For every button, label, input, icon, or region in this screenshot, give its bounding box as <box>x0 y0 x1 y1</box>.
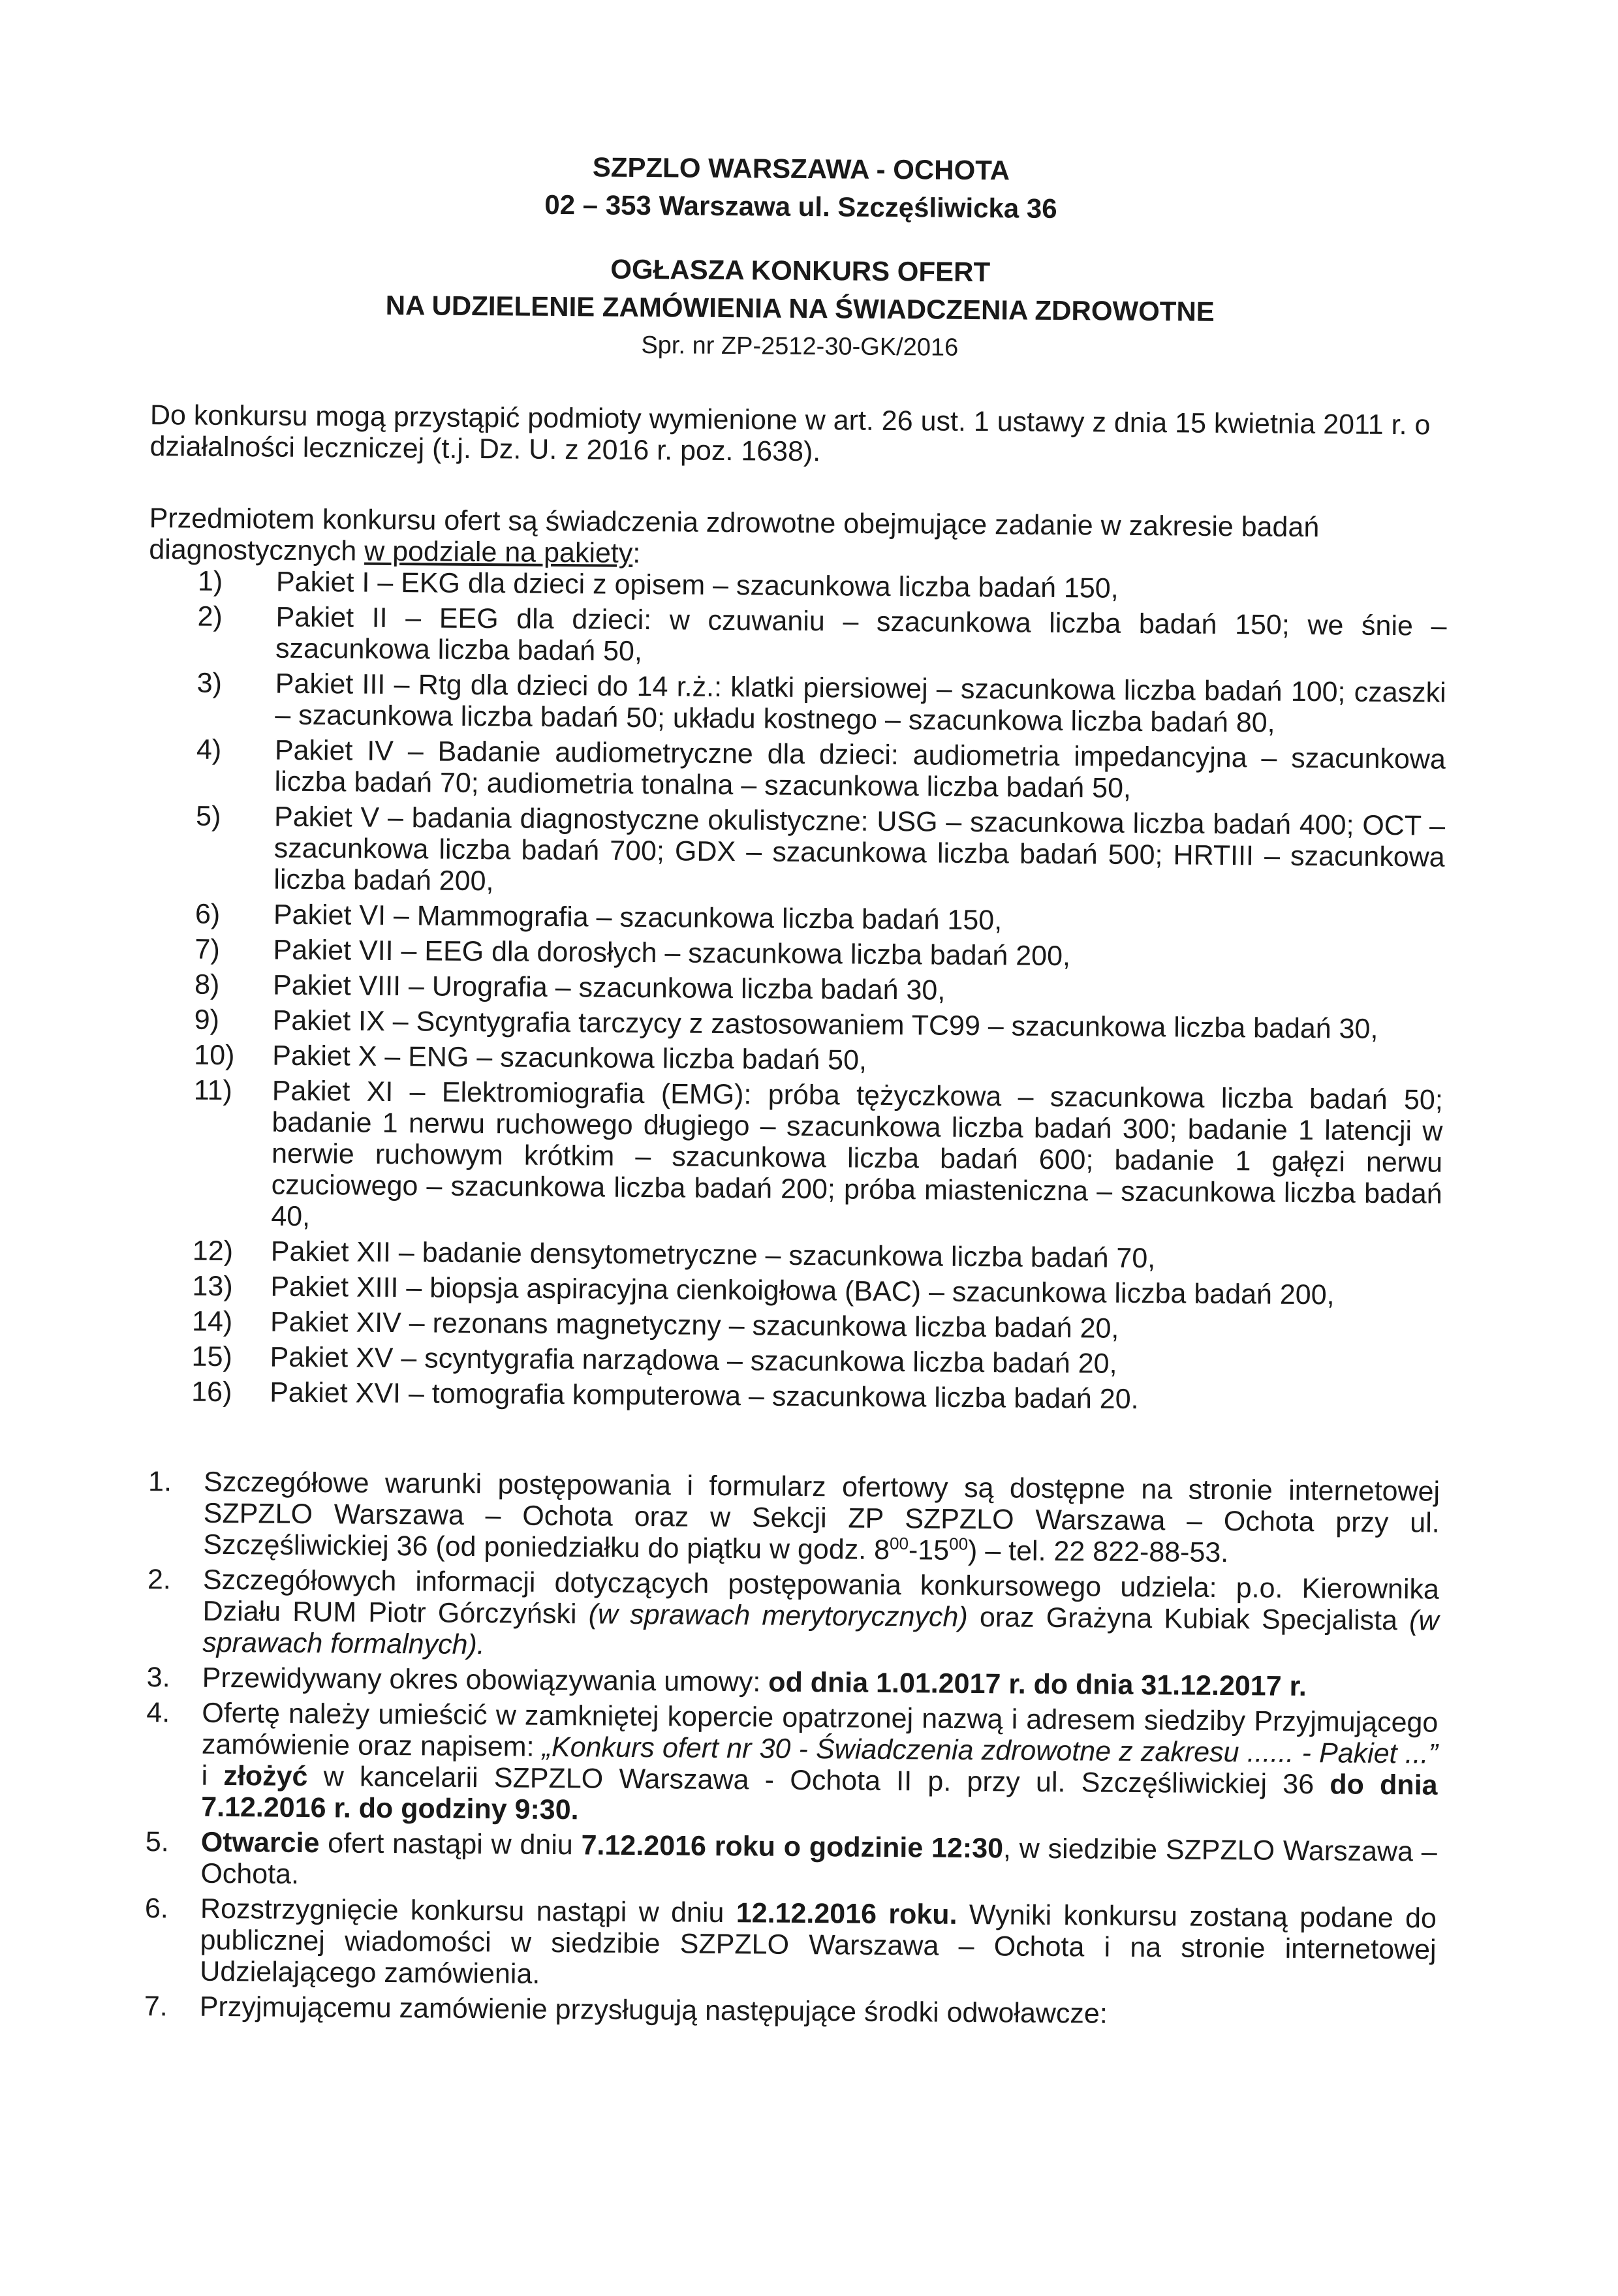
package-number: 15) <box>191 1341 232 1373</box>
org-address: 02 – 353 Warszawa ul. Szczęśliwicka 36 <box>544 189 1057 224</box>
case-reference: Spr. nr ZP-2512-30-GK/2016 <box>641 331 959 362</box>
condition-4-and: i <box>201 1760 224 1792</box>
condition-2-text-2: oraz Grażyna Kubiak Specjalista <box>967 1601 1410 1637</box>
package-item <box>196 668 1446 740</box>
condition-6-text: Rozstrzygnięcie konkursu nastąpi w dniu <box>200 1893 736 1929</box>
condition-3-text: Przewidywany okres obowiązywania umowy: <box>202 1662 769 1698</box>
package-text: Pakiet III – Rtg dla dzieci do 14 r.ż.: klatki piersiowej – szacunkowa liczba badań 100; czaszki – szacunkowa liczba badań 50; układu kostnego – szacunkowa liczba badań 80, <box>275 668 1446 739</box>
condition-item <box>140 1662 1439 1703</box>
condition-2-italic-2: (w sprawach formalnych). <box>202 1605 1439 1661</box>
package-item <box>195 899 1444 940</box>
condition-item <box>138 1991 1436 2032</box>
submission-deadline: do dnia 7.12.2016 r. do godziny 9:30. <box>201 1769 1438 1826</box>
hour-end: -15 <box>908 1534 950 1566</box>
contract-period: od dnia 1.01.2017 r. do dnia 31.12.2017 r. <box>768 1666 1307 1703</box>
condition-2-text: Szczegółowych informacji dotyczących postępowania konkursowego udziela: p.o. Kierownika Działu RUM Piotr Górczyński <box>202 1564 1440 1630</box>
package-text: Pakiet XIII – biopsja aspiracyjna cienkoigłowa (BAC) – szacunkowa liczba badań 200, <box>270 1271 1335 1311</box>
condition-number: 2. <box>147 1564 172 1596</box>
condition-2-italic-1: (w sprawach merytorycznych) <box>588 1598 968 1633</box>
condition-4-bold-submit: złożyć <box>223 1760 308 1793</box>
package-text: Pakiet VII – EEG dla dorosłych – szacunkowa liczba badań 200, <box>273 934 1071 972</box>
intro-paragraph: Do konkursu mogą przystąpić podmioty wymienione w art. 26 ust. 1 ustawy z dnia 15 kwietnia 2011 r. o działalności leczniczej (t.j. Dz. U. z 2016 r. poz. 1638). <box>149 399 1431 468</box>
package-number: 8) <box>194 969 220 1001</box>
package-number: 5) <box>195 800 221 832</box>
org-name: SZPZLO WARSZAWA - OCHOTA <box>592 151 1010 186</box>
package-text: Pakiet IX – Scyntygrafia tarczycy z zastosowaniem TC99 – szacunkowa liczba badań 30, <box>272 1004 1378 1045</box>
package-text: Pakiet XV – scyntygrafia narządowa – szacunkowa liczba badań 20, <box>270 1341 1117 1380</box>
envelope-label: „Konkurs ofert nr 30 - Świadczenia zdrowotne z zakresu ...... - Pakiet ...” <box>542 1731 1439 1770</box>
subject-underlined: w podziale na pakiety <box>364 535 633 569</box>
package-list <box>142 565 1447 1418</box>
package-text: Pakiet VI – Mammografia – szacunkowa liczba badań 150, <box>273 899 1003 937</box>
condition-5-text-2: , w siedzibie SZPZLO Warszawa – Ochota. <box>200 1833 1437 1890</box>
condition-1-text: Szczegółowe warunki postępowania i formularz ofertowy są dostępne na stronie internetowej SZPZLO Warszawa – Ochota oraz w Sekcji ZP SZPZLO Warszawa – Ochota przy ul. Szczęśliwickiej 36 (od poniedziałku do piątku w godz. 8 <box>203 1466 1440 1566</box>
package-number: 7) <box>194 933 220 965</box>
subject-tail: : <box>632 537 641 569</box>
package-number: 13) <box>192 1270 233 1303</box>
condition-6-text-2: Wyniki konkursu zostaną podane do publicznej wiadomości w siedzibie SZPZLO Warszawa – Ochota i na stronie internetowej Udzielającego zamówienia. <box>200 1899 1437 1990</box>
package-text: Pakiet I – EKG dla dzieci z opisem – szacunkowa liczba badań 150, <box>275 566 1119 604</box>
header <box>151 145 1451 371</box>
subject-paragraph <box>149 503 1448 576</box>
package-item <box>196 734 1446 807</box>
package-item <box>195 801 1445 905</box>
package-item <box>192 1271 1441 1312</box>
package-number: 2) <box>197 600 223 632</box>
condition-text <box>200 1893 1437 1997</box>
condition-item <box>138 1893 1437 1997</box>
condition-text <box>200 1827 1437 1899</box>
condition-number: 6. <box>144 1893 169 1925</box>
condition-text <box>203 1466 1440 1570</box>
condition-item <box>138 1826 1437 1899</box>
phone-number: ) – tel. 22 822-88-53. <box>967 1534 1229 1569</box>
package-number: 12) <box>192 1235 234 1267</box>
condition-5-bold-opening: Otwarcie <box>200 1826 320 1859</box>
condition-5-text: ofert nastąpi w dniu <box>319 1827 582 1861</box>
condition-number: 1. <box>148 1466 172 1498</box>
package-number: 14) <box>191 1305 233 1338</box>
condition-number: 4. <box>146 1697 170 1729</box>
condition-item <box>139 1697 1438 1833</box>
package-item <box>194 1040 1443 1081</box>
package-number: 16) <box>191 1376 232 1408</box>
package-number: 6) <box>194 898 221 930</box>
condition-text <box>202 1564 1439 1668</box>
hour-start-minutes: 00 <box>890 1533 909 1553</box>
title-line-2: NA UDZIELENIE ZAMÓWIENIA NA ŚWIADCZENIA ZDROWOTNE <box>385 289 1215 327</box>
package-text: Pakiet XIV – rezonans magnetyczny – szacunkowa liczba badań 20, <box>270 1306 1119 1344</box>
condition-number: 7. <box>144 1991 168 2023</box>
package-item <box>193 1075 1443 1241</box>
hour-end-minutes: 00 <box>949 1534 969 1554</box>
condition-number: 5. <box>145 1826 169 1858</box>
package-number: 4) <box>196 734 222 766</box>
title-line-1: OGŁASZA KONKURS OFERT <box>610 253 991 288</box>
condition-item <box>141 1466 1440 1570</box>
package-text: Pakiet V – badania diagnostyczne okulistyczne: USG – szacunkowa liczba badań 400; OCT – szacunkowa liczba badań 700; GDX – szacunkowa liczba badań 500; HRTIII – szacunkowa liczba badań 200, <box>273 801 1446 897</box>
opening-datetime: 7.12.2016 roku o godzinie 12:30 <box>581 1829 1004 1865</box>
package-item <box>192 1306 1441 1347</box>
condition-4-text-2: w kancelarii SZPZLO Warszawa - Ochota II p. przy ul. Szczęśliwickiej 36 <box>307 1761 1330 1801</box>
package-item <box>194 1004 1444 1046</box>
package-item <box>191 1341 1440 1382</box>
package-item <box>194 934 1444 975</box>
subject-lead: Przedmiotem konkursu ofert są świadczenia zdrowotne obejmujące zadanie w zakresie badań diagnostycznych <box>149 503 1320 567</box>
condition-text: Przyjmującemu zamówienie przysługują następujące środki odwoławcze: <box>199 1991 1108 2030</box>
resolution-date: 12.12.2016 roku. <box>736 1897 957 1931</box>
package-text: Pakiet XVI – tomografia komputerowa – szacunkowa liczba badań 20. <box>270 1376 1139 1416</box>
package-item <box>191 1376 1440 1418</box>
package-text: Pakiet VIII – Urografia – szacunkowa liczba badań 30, <box>272 969 946 1006</box>
package-number: 10) <box>194 1039 235 1072</box>
condition-4-text: Ofertę należy umieścić w zamkniętej kopercie opatrzonej nazwą i adresem siedziby Przyjmującego zamówienie oraz napisem: <box>201 1697 1439 1763</box>
package-item <box>193 1235 1442 1277</box>
package-number: 1) <box>197 565 223 597</box>
package-number: 3) <box>196 667 223 699</box>
condition-number: 3. <box>146 1662 170 1694</box>
package-text: Pakiet XII – badanie densytometryczne – szacunkowa liczba badań 70, <box>270 1235 1156 1275</box>
package-number: 9) <box>194 1004 220 1036</box>
package-item <box>197 601 1447 674</box>
condition-item <box>140 1564 1439 1668</box>
package-text: Pakiet X – ENG – szacunkowa liczba badań 50, <box>272 1040 867 1076</box>
package-number: 11) <box>193 1074 233 1107</box>
package-text: Pakiet II – EEG dla dzieci: w czuwaniu – szacunkowa liczba badań 150; we śnie – szacunkowa liczba badań 50, <box>275 601 1447 668</box>
condition-text <box>202 1662 1439 1703</box>
package-text: Pakiet XI – Elektromiografia (EMG): próba tężyczkowa – szacunkowa liczba badań 50; badanie 1 nerwu ruchowego długiego – szacunkowa liczba badań 300; badanie 1 latencji w nerwie ruchowym krótkim – szacunkowa liczba badań 600; badanie 1 gałęzi nerwu czuciowego – szacunkowa liczba badań 200; próba miasteniczna – szacunkowa liczba badań 40, <box>271 1075 1443 1233</box>
condition-text <box>201 1698 1438 1833</box>
package-item <box>194 969 1444 1010</box>
package-text: Pakiet IV – Badanie audiometryczne dla dzieci: audiometria impedancyjna – szacunkowa liczba badań 70; audiometria tonalna – szacunkowa liczba badań 50, <box>274 734 1446 804</box>
conditions-list <box>138 1466 1440 2032</box>
